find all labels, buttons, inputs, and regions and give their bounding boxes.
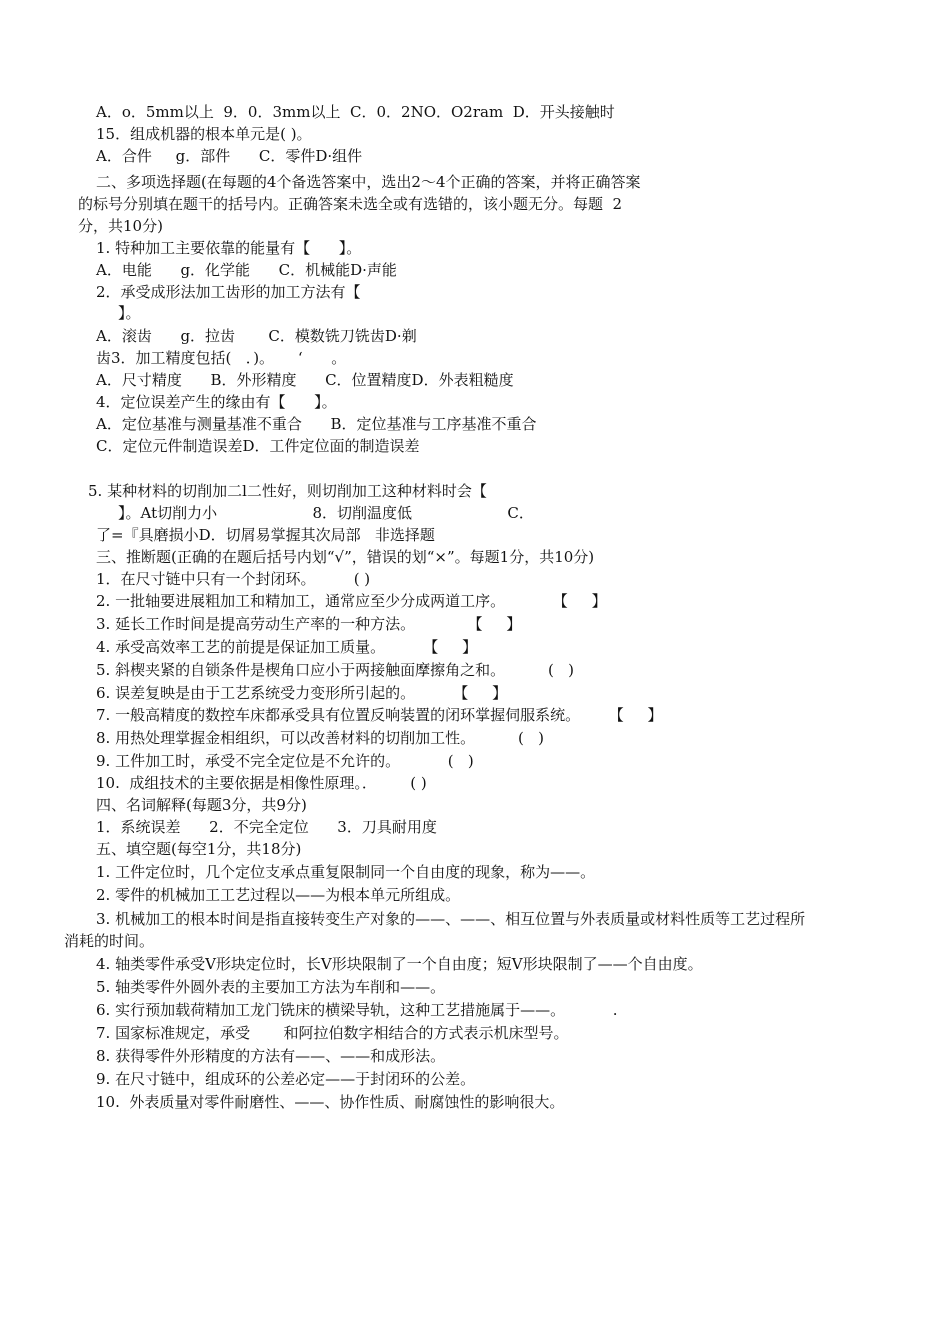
text-line: 分，共10分) bbox=[78, 217, 163, 235]
question: 7. 国家标准规定，承受 和阿拉伯数字相结合的方式表示机床型号。 bbox=[96, 1024, 569, 1042]
text-line: 15．组成机器的根本单元是( )。 bbox=[96, 125, 312, 143]
question: 2. 零件的机械加工工艺过程以——为根本单元所组成。 bbox=[96, 886, 461, 904]
question: 1．系统误差 2．不完全定位 3．刀具耐用度 bbox=[96, 818, 437, 836]
question: 8. 获得零件外形精度的方法有——、——和成形法。 bbox=[96, 1047, 446, 1065]
text-line: 的标号分别填在题干的括号内。正确答案未选全或有选错的，该小题无分。每题 2 bbox=[78, 195, 623, 213]
text-line: 消耗的时间。 bbox=[64, 932, 155, 950]
question: 9. 工件加工时，承受不完全定位是不允许的。 ( ) bbox=[96, 752, 474, 770]
question: 2. 一批轴要进展粗加工和精加工，通常应至少分成两道工序。 【 】 bbox=[96, 592, 607, 610]
section-heading: 三、推断题(正确的在题后括号内划“√”，错误的划“×”。每题1分，共10分) bbox=[96, 548, 595, 566]
options: C．定位元件制造误差D．工件定位面的制造误差 bbox=[96, 437, 420, 455]
options: A．尺寸精度 B．外形精度 C．位置精度D．外表粗糙度 bbox=[96, 371, 514, 389]
options: A．电能 g．化学能 C．机械能D·声能 bbox=[96, 261, 397, 279]
question: 5. 轴类零件外圆外表的主要加工方法为车削和——。 bbox=[96, 978, 446, 996]
section-heading: 二、多项选择题(在每题的4个备选答案中，选出2～4个正确的答案，并将正确答案 bbox=[96, 173, 641, 191]
question: 3. 延长工作时间是提高劳动生产率的一种方法。 【 】 bbox=[96, 615, 522, 633]
question: 3. 机械加工的根本时间是指直接转变生产对象的——、——、相互位置与外表质量或材料性质等工艺过程所 bbox=[96, 910, 806, 928]
section-heading: 五、填空题(每空1分，共18分) bbox=[96, 840, 302, 858]
question: 8. 用热处理掌握金相组织，可以改善材料的切削加工性。 ( ) bbox=[96, 729, 545, 747]
question: 6. 误差复映是由于工艺系统受力变形所引起的。 【 】 bbox=[96, 684, 508, 702]
question: 2．承受成形法加工齿形的加工方法有【 bbox=[96, 283, 361, 301]
options: A．滚齿 g．拉齿 C．模数铣刀铣齿D·剃 bbox=[96, 327, 417, 345]
question: 6. 实行预加载荷精加工龙门铣床的横梁导轨，这种工艺措施属于——。 . bbox=[96, 1001, 618, 1019]
question: 9. 在尺寸链中，组成环的公差必定——于封闭环的公差。 bbox=[96, 1070, 476, 1088]
question: 7. 一般高精度的数控车床都承受具有位置反响装置的闭环掌握伺服系统。 【 】 bbox=[96, 706, 663, 724]
text-line: 了=『具磨损小D．切屑易掌握其次局部 非选择题 bbox=[96, 526, 435, 544]
question: 10. 外表质量对零件耐磨性、——、协作性质、耐腐蚀性的影响很大。 bbox=[96, 1093, 565, 1111]
question: 5. 某种材料的切削加二l二性好，则切削加工这种材料时会【 bbox=[88, 482, 487, 500]
question: 1．在尺寸链中只有一个封闭环。 ( ) bbox=[96, 570, 371, 588]
options: A．定位基准与测量基准不重合 B．定位基准与工序基准不重合 bbox=[96, 415, 537, 433]
question: 4. 轴类零件承受V形块定位时，长V形块限制了一个自由度；短V形块限制了——个自由度。 bbox=[96, 955, 703, 973]
question: 5. 斜楔夹紧的自锁条件是楔角口应小于两接触面摩擦角之和。 ( ) bbox=[96, 661, 575, 679]
text-line: 】。 bbox=[118, 304, 141, 322]
question: 4. 承受高效率工艺的前提是保证加工质量。 【 】 bbox=[96, 638, 478, 656]
section-heading: 四、名词解释(每题3分，共9分) bbox=[96, 796, 307, 814]
options: 】。At切削力小 8．切削温度低 C． bbox=[118, 504, 534, 522]
question: 1. 特种加工主要依靠的能量有【 】。 bbox=[96, 239, 362, 257]
question: 1. 工件定位时，几个定位支承点重复限制同一个自由度的现象，称为——。 bbox=[96, 863, 596, 881]
text-line: A．合件 g．部件 C．零件D·组件 bbox=[96, 147, 363, 165]
question: 齿3．加工精度包括( ．)。 ‘ 。 bbox=[96, 349, 347, 367]
text-line: A．o．5mm以上 9．0．3mm以上 C．0．2NO．O2ram D．开头接触时 bbox=[96, 103, 615, 121]
question: 4．定位误差产生的缘由有【 】。 bbox=[96, 393, 337, 411]
question: 10. 成组技术的主要依据是相像性原理。． ( ) bbox=[96, 774, 427, 792]
